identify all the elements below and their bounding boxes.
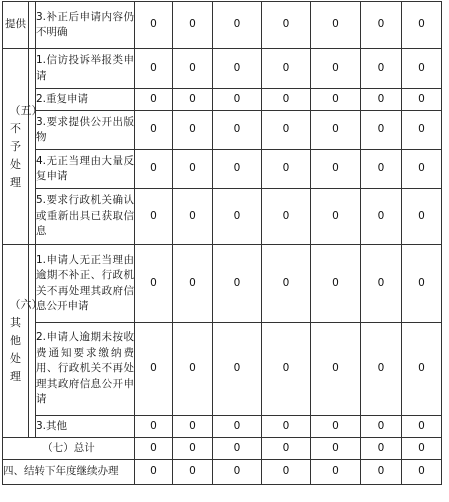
value-cell: 0: [213, 2, 262, 49]
table-row: [3, 111, 442, 150]
value-cell: 0: [361, 2, 402, 49]
value-cell: 0: [361, 416, 402, 438]
value-cell: 0: [311, 438, 361, 460]
value-cell: 0: [135, 49, 173, 89]
value-cell: 0: [262, 89, 311, 111]
value-cell: 0: [213, 89, 262, 111]
value-cell: 0: [213, 460, 262, 485]
item-cell: 2.重复申请: [36, 89, 135, 111]
item-cell: 3.其他: [36, 416, 135, 438]
value-cell: 0: [361, 189, 402, 245]
value-cell: 0: [361, 323, 402, 416]
item-cell: 3.补正后申请内容仍不明确: [36, 2, 135, 49]
table-row: [3, 416, 442, 438]
group-cell-provide: 提供: [3, 2, 29, 49]
value-cell: 0: [262, 189, 311, 245]
value-cell: 0: [311, 111, 361, 150]
table-row: [3, 245, 442, 323]
value-cell: 0: [361, 245, 402, 323]
item-cell: 5.要求行政机关确认或重新出具已获取信息: [36, 189, 135, 245]
value-cell: 0: [173, 438, 213, 460]
value-cell: 0: [361, 460, 402, 485]
table-row-total: [3, 438, 442, 460]
value-cell: 0: [262, 438, 311, 460]
value-cell: 0: [262, 416, 311, 438]
value-cell: 0: [173, 460, 213, 485]
group-cell-other-processing: （六）其他处理: [3, 245, 29, 438]
value-cell: 0: [135, 189, 173, 245]
table-row: [3, 89, 442, 111]
item-cell: 1.信访投诉举报类申请: [36, 49, 135, 89]
carry-forward-label: 四、结转下年度继续办理: [3, 460, 135, 485]
value-cell: 0: [213, 189, 262, 245]
value-cell: 0: [361, 438, 402, 460]
value-cell: 0: [402, 49, 442, 89]
value-cell: 0: [262, 460, 311, 485]
value-cell: 0: [262, 111, 311, 150]
value-cell: 0: [135, 245, 173, 323]
item-cell: 4.无正当理由大量反复申请: [36, 150, 135, 189]
disclosure-statistics-table: [2, 1, 442, 485]
value-cell: 0: [311, 323, 361, 416]
value-cell: 0: [311, 245, 361, 323]
value-cell: 0: [361, 111, 402, 150]
value-cell: 0: [402, 2, 442, 49]
value-cell: 0: [173, 416, 213, 438]
value-cell: 0: [361, 89, 402, 111]
value-cell: 0: [173, 111, 213, 150]
value-cell: 0: [361, 49, 402, 89]
value-cell: 0: [135, 460, 173, 485]
spacer-cell: [29, 2, 36, 49]
value-cell: 0: [135, 2, 173, 49]
value-cell: 0: [213, 323, 262, 416]
value-cell: 0: [402, 150, 442, 189]
value-cell: 0: [311, 460, 361, 485]
value-cell: 0: [311, 89, 361, 111]
group-cell-not-processed: （五）不予处理: [3, 49, 29, 245]
spacer-cell: [29, 49, 36, 245]
value-cell: 0: [213, 245, 262, 323]
value-cell: 0: [361, 150, 402, 189]
value-cell: 0: [402, 416, 442, 438]
table-row: [3, 150, 442, 189]
value-cell: 0: [262, 2, 311, 49]
value-cell: 0: [402, 189, 442, 245]
value-cell: 0: [135, 438, 173, 460]
value-cell: 0: [135, 89, 173, 111]
spacer-cell: [29, 245, 36, 438]
value-cell: 0: [402, 111, 442, 150]
value-cell: 0: [173, 49, 213, 89]
value-cell: 0: [173, 245, 213, 323]
table-row-carry-forward: [3, 460, 442, 485]
item-cell: 1.申请人无正当理由逾期不补正、行政机关不再处理其政府信息公开申请: [36, 245, 135, 323]
value-cell: 0: [311, 2, 361, 49]
value-cell: 0: [135, 416, 173, 438]
value-cell: 0: [173, 89, 213, 111]
value-cell: 0: [135, 111, 173, 150]
value-cell: 0: [213, 111, 262, 150]
value-cell: 0: [262, 49, 311, 89]
value-cell: 0: [262, 150, 311, 189]
item-cell: 2.申请人逾期未按收费通知要求缴纳费用、行政机关不再处理其政府信息公开申请: [36, 323, 135, 416]
value-cell: 0: [402, 89, 442, 111]
value-cell: 0: [173, 189, 213, 245]
value-cell: 0: [311, 189, 361, 245]
value-cell: 0: [402, 460, 442, 485]
table-row: [3, 49, 442, 89]
value-cell: 0: [311, 416, 361, 438]
value-cell: 0: [135, 150, 173, 189]
value-cell: 0: [213, 438, 262, 460]
value-cell: 0: [173, 150, 213, 189]
value-cell: 0: [402, 438, 442, 460]
table-row: [3, 189, 442, 245]
value-cell: 0: [213, 416, 262, 438]
value-cell: 0: [213, 49, 262, 89]
total-label: （七）总计: [3, 438, 135, 460]
value-cell: 0: [402, 245, 442, 323]
value-cell: 0: [311, 150, 361, 189]
value-cell: 0: [262, 245, 311, 323]
value-cell: 0: [135, 323, 173, 416]
value-cell: 0: [213, 150, 262, 189]
value-cell: 0: [173, 2, 213, 49]
item-cell: 3.要求提供公开出版物: [36, 111, 135, 150]
value-cell: 0: [402, 323, 442, 416]
value-cell: 0: [173, 323, 213, 416]
table-row: [3, 2, 442, 49]
table-row: [3, 323, 442, 416]
value-cell: 0: [311, 49, 361, 89]
value-cell: 0: [262, 323, 311, 416]
